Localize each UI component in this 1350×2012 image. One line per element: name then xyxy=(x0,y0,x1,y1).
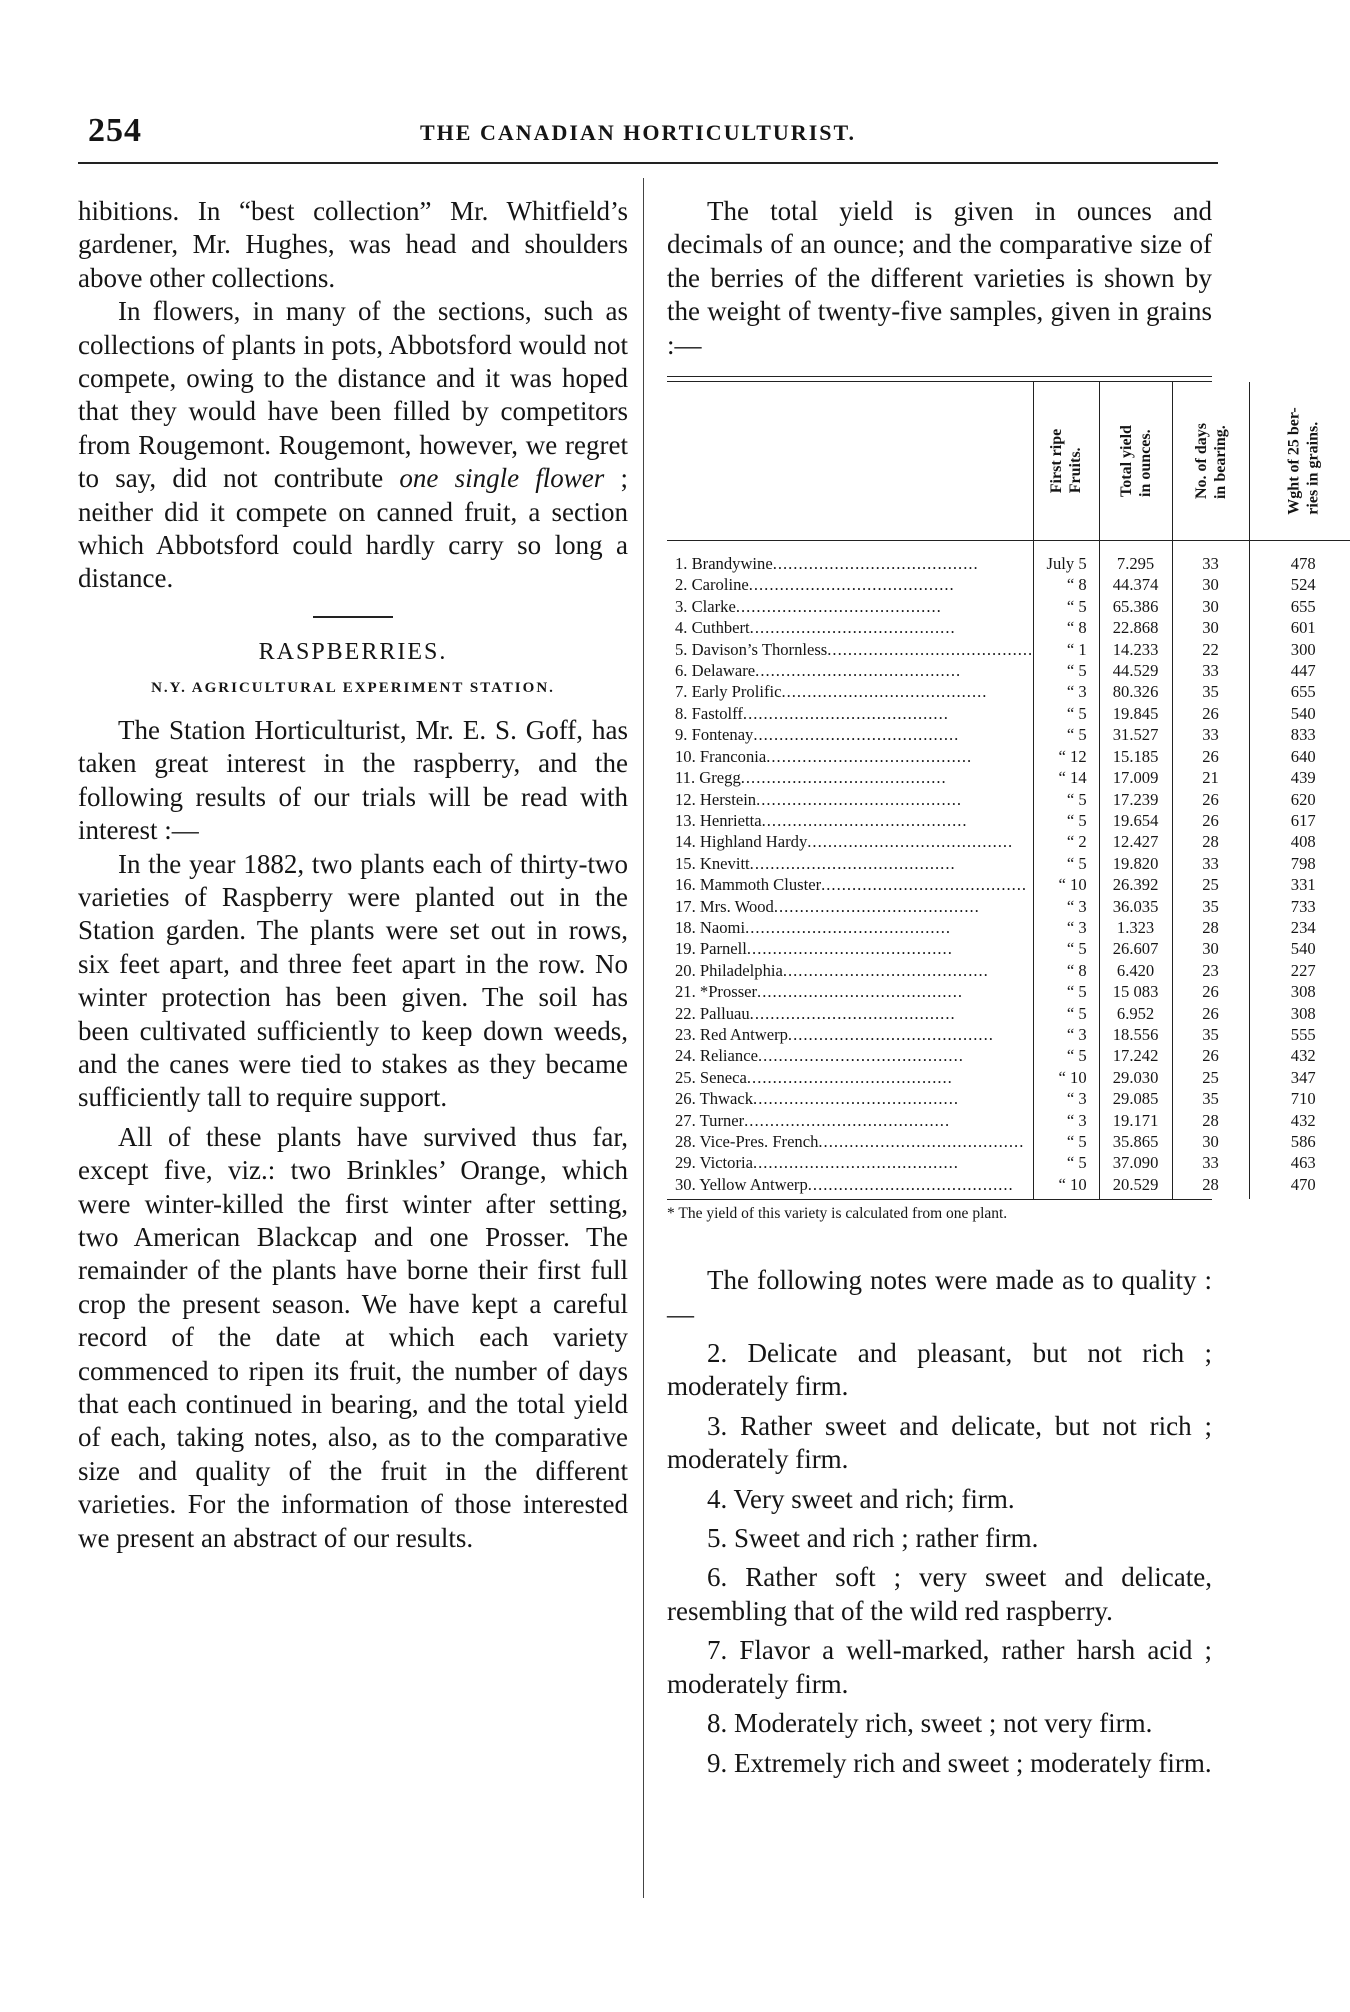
table-row xyxy=(667,617,1350,638)
table-row xyxy=(667,1067,1350,1088)
weight-cell: 432 xyxy=(1249,1110,1350,1131)
quality-note: 2. Delicate and pleasant, but not rich ; moderately firm. xyxy=(667,1338,1212,1402)
days-cell: 33 xyxy=(1172,660,1249,681)
table-row xyxy=(667,853,1350,874)
variety-name: 8. Fastolff ........................................ xyxy=(675,703,949,723)
table-row xyxy=(667,1152,1350,1173)
total-yield-cell: 65.386 xyxy=(1099,596,1172,617)
days-cell: 26 xyxy=(1172,789,1249,810)
table-row xyxy=(667,703,1350,724)
variety-name: 6. Delaware ........................................ xyxy=(675,661,962,681)
quality-note: 9. Extremely rich and sweet ; moderately firm. xyxy=(707,1747,1212,1778)
variety-name: 29. Victoria ........................................ xyxy=(675,1153,959,1173)
weight-cell: 601 xyxy=(1249,617,1350,638)
first-ripe-cell: “ 5 xyxy=(1034,1003,1099,1024)
variety-name: 3. Clarke ........................................ xyxy=(675,596,942,616)
total-yield-cell: 18.556 xyxy=(1099,1024,1172,1045)
first-ripe-cell: “ 5 xyxy=(1034,1152,1099,1173)
weight-cell: 308 xyxy=(1249,1003,1350,1024)
first-ripe-cell: “ 8 xyxy=(1034,574,1099,595)
total-yield-cell: 31.527 xyxy=(1099,724,1172,745)
paragraph-results: All of these plants have survived thus far, except five, viz.: two Brinkles’ Orange, which were winter-killed the first winter after setting, two American Blackcap and one Prosser. The remainder of the plants have borne their first full crop the present season. We have kept a careful record of the date at which each variety commenced to ripen its fruit, the number of days that each continued in bearing, and the total yield of each, taking notes, also, as to the comparative size and quality of the fruit in the different varieties. For the information of those interested we present an abstract of our results. xyxy=(78,1121,628,1553)
days-cell: 26 xyxy=(1172,1045,1249,1066)
weight-cell: 432 xyxy=(1249,1045,1350,1066)
weight-cell: 798 xyxy=(1249,853,1350,874)
notes-list xyxy=(667,1337,1212,1780)
first-ripe-cell: “ 10 xyxy=(1034,1174,1099,1199)
header-weight-line-1: Wght of 25 ber- xyxy=(1285,407,1303,515)
first-ripe-cell: “ 8 xyxy=(1034,617,1099,638)
paragraph-flowers-italic: one single flower xyxy=(399,463,605,494)
weight-cell: 470 xyxy=(1249,1174,1350,1199)
table-row xyxy=(667,1131,1350,1152)
total-yield-cell: 22.868 xyxy=(1099,617,1172,638)
paragraph-flowers-end: ; neither did it compete on canned fruit, a section which Abbotsford could hardly carry so long a distance. xyxy=(78,463,628,594)
first-ripe-cell: “ 5 xyxy=(1034,1045,1099,1066)
variety-name: 2. Caroline ........................................ xyxy=(675,575,955,595)
variety-name: 13. Henrietta ........................................ xyxy=(675,810,968,830)
days-cell: 26 xyxy=(1172,746,1249,767)
weight-cell: 463 xyxy=(1249,1152,1350,1173)
days-cell: 28 xyxy=(1172,1174,1249,1199)
table-row xyxy=(667,767,1350,788)
days-cell: 30 xyxy=(1172,596,1249,617)
header-days-line-2: in bearing. xyxy=(1211,425,1229,500)
variety-name: 17. Mrs. Wood ........................................ xyxy=(675,896,980,916)
variety-name: 10. Franconia ........................................ xyxy=(675,746,973,766)
variety-name: 16. Mammoth Cluster ........................................ xyxy=(675,875,1028,895)
weight-cell: 408 xyxy=(1249,831,1350,852)
header-days-line-1: No. of days xyxy=(1192,423,1210,500)
first-ripe-cell: “ 5 xyxy=(1034,660,1099,681)
days-cell: 25 xyxy=(1172,874,1249,895)
days-cell: 22 xyxy=(1172,639,1249,660)
first-ripe-cell: “ 3 xyxy=(1034,681,1099,702)
first-ripe-cell: “ 3 xyxy=(1034,1110,1099,1131)
total-yield-cell: 19.845 xyxy=(1099,703,1172,724)
variety-name: 12. Herstein ........................................ xyxy=(675,789,963,809)
days-cell: 30 xyxy=(1172,938,1249,959)
days-cell: 35 xyxy=(1172,681,1249,702)
weight-cell: 234 xyxy=(1249,917,1350,938)
section-title: RASPBERRIES. xyxy=(258,638,448,665)
variety-name: 20. Philadelphia ........................................ xyxy=(675,960,989,980)
table-footnote: * The yield of this variety is calculated from one plant. xyxy=(667,1205,1008,1223)
total-yield-cell: 6.420 xyxy=(1099,960,1172,981)
total-yield-cell: 7.295 xyxy=(1099,541,1172,575)
first-ripe-cell: “ 10 xyxy=(1034,1067,1099,1088)
header-first-ripe-line-1: First ripe xyxy=(1048,428,1066,494)
section-divider xyxy=(313,616,393,618)
table-row xyxy=(667,1110,1350,1131)
table-row xyxy=(667,681,1350,702)
weight-cell: 655 xyxy=(1249,681,1350,702)
total-yield-cell: 15 083 xyxy=(1099,981,1172,1002)
weight-cell: 524 xyxy=(1249,574,1350,595)
table-row xyxy=(667,831,1350,852)
quality-note: 4. Very sweet and rich; firm. xyxy=(707,1483,1015,1514)
weight-cell: 617 xyxy=(1249,810,1350,831)
variety-name: 28. Vice-Pres. French ........................................ xyxy=(675,1132,1025,1151)
weight-cell: 331 xyxy=(1249,874,1350,895)
variety-name: 18. Naomi ........................................ xyxy=(675,917,951,937)
first-ripe-cell: “ 3 xyxy=(1034,1024,1099,1045)
table-header-row xyxy=(667,382,1350,541)
variety-name: 7. Early Prolific ........................................ xyxy=(675,682,988,702)
total-yield-cell: 26.607 xyxy=(1099,938,1172,959)
table-row xyxy=(667,596,1350,617)
variety-name: 27. Turner ........................................ xyxy=(675,1110,951,1130)
days-cell: 28 xyxy=(1172,917,1249,938)
table-row xyxy=(667,981,1350,1002)
table-bottom-rule xyxy=(667,1199,1212,1200)
weight-cell: 710 xyxy=(1249,1088,1350,1109)
days-cell: 26 xyxy=(1172,1003,1249,1024)
table-row xyxy=(667,574,1350,595)
table-row xyxy=(667,810,1350,831)
variety-name: 5. Davison’s Thornless ........................................ xyxy=(675,639,1034,659)
days-cell: 35 xyxy=(1172,1088,1249,1109)
first-ripe-cell: “ 5 xyxy=(1034,789,1099,810)
first-ripe-cell: “ 1 xyxy=(1034,639,1099,660)
header-rule xyxy=(78,162,1218,164)
first-ripe-cell: July 5 xyxy=(1034,541,1099,575)
total-yield-cell: 6.952 xyxy=(1099,1003,1172,1024)
table-row xyxy=(667,896,1350,917)
first-ripe-cell: “ 5 xyxy=(1034,810,1099,831)
weight-cell: 620 xyxy=(1249,789,1350,810)
total-yield-cell: 44.529 xyxy=(1099,660,1172,681)
total-yield-cell: 1.323 xyxy=(1099,917,1172,938)
first-ripe-cell: “ 2 xyxy=(1034,831,1099,852)
total-yield-cell: 17.009 xyxy=(1099,767,1172,788)
total-yield-cell: 19.654 xyxy=(1099,810,1172,831)
variety-name: 22. Palluau ........................................ xyxy=(675,1003,956,1023)
total-yield-cell: 15.185 xyxy=(1099,746,1172,767)
table-row xyxy=(667,660,1350,681)
first-ripe-cell: “ 5 xyxy=(1034,724,1099,745)
days-cell: 35 xyxy=(1172,1024,1249,1045)
variety-name: 15. Knevitt ........................................ xyxy=(675,853,956,873)
weight-cell: 227 xyxy=(1249,960,1350,981)
header-days-bearing xyxy=(1172,382,1249,541)
weight-cell: 555 xyxy=(1249,1024,1350,1045)
total-yield-cell: 36.035 xyxy=(1099,896,1172,917)
table-row xyxy=(667,1045,1350,1066)
weight-cell: 733 xyxy=(1249,896,1350,917)
yield-table xyxy=(667,382,1350,1199)
variety-name: 26. Thwack ........................................ xyxy=(675,1089,959,1109)
total-yield-cell: 19.171 xyxy=(1099,1110,1172,1131)
total-yield-cell: 12.427 xyxy=(1099,831,1172,852)
days-cell: 28 xyxy=(1172,831,1249,852)
total-yield-cell: 26.392 xyxy=(1099,874,1172,895)
yield-table-block xyxy=(667,376,1322,1224)
table-row xyxy=(667,541,1350,575)
table-row xyxy=(667,746,1350,767)
days-cell: 33 xyxy=(1172,541,1249,575)
days-cell: 30 xyxy=(1172,617,1249,638)
weight-cell: 447 xyxy=(1249,660,1350,681)
quality-note: 3. Rather sweet and delicate, but not rich ; moderately firm. xyxy=(667,1410,1212,1475)
variety-name: 19. Parnell ........................................ xyxy=(675,939,953,959)
weight-cell: 540 xyxy=(1249,938,1350,959)
first-ripe-cell: “ 14 xyxy=(1034,767,1099,788)
days-cell: 26 xyxy=(1172,703,1249,724)
left-column xyxy=(78,195,628,1555)
header-weight xyxy=(1249,382,1350,541)
paragraph-station: The Station Horticulturist, Mr. E. S. Goff, has taken great interest in the raspberry, and the following results of our trials will be read with interest :— xyxy=(78,714,628,846)
weight-cell: 478 xyxy=(1249,541,1350,575)
weight-cell: 640 xyxy=(1249,746,1350,767)
weight-cell: 833 xyxy=(1249,724,1350,745)
paragraph-planting: In the year 1882, two plants each of thirty-two varieties of Raspberry were planted out in the Station garden. The plants were set out in rows, six feet apart, and three feet apart in the row. No winter protection has been given. The soil has been cultivated sufficiently to keep down weeds, and the canes were tied to stakes as they became sufficiently tall to require support. xyxy=(78,848,628,1113)
table-row xyxy=(667,1003,1350,1024)
header-total-yield-line-1: Total yield xyxy=(1117,425,1135,497)
total-yield-cell: 20.529 xyxy=(1099,1174,1172,1199)
paragraph-flowers xyxy=(78,295,628,596)
days-cell: 28 xyxy=(1172,1110,1249,1131)
days-cell: 33 xyxy=(1172,724,1249,745)
variety-name: 25. Seneca ........................................ xyxy=(675,1067,953,1087)
table-body xyxy=(667,541,1350,1200)
days-cell: 25 xyxy=(1172,1067,1249,1088)
table-row xyxy=(667,938,1350,959)
weight-cell: 540 xyxy=(1249,703,1350,724)
table-row xyxy=(667,874,1350,895)
page-header xyxy=(88,112,1218,152)
total-yield-cell: 17.242 xyxy=(1099,1045,1172,1066)
first-ripe-cell: “ 8 xyxy=(1034,960,1099,981)
table-row xyxy=(667,960,1350,981)
table-row xyxy=(667,917,1350,938)
weight-cell: 586 xyxy=(1249,1131,1350,1152)
variety-name: 9. Fontenay ........................................ xyxy=(675,725,960,745)
quality-note: 5. Sweet and rich ; rather firm. xyxy=(707,1523,1039,1554)
paragraph-yield-intro: The total yield is given in ounces and decimals of an ounce; and the comparative size of the berries of the different varieties is shown by the weight of twenty-five samples, given in grains :— xyxy=(667,196,1212,360)
table-row xyxy=(667,1024,1350,1045)
paragraph-continued: hibitions. In “best collection” Mr. Whitfield’s gardener, Mr. Hughes, was head and shoulders above other collections. xyxy=(78,196,628,293)
days-cell: 26 xyxy=(1172,981,1249,1002)
first-ripe-cell: “ 12 xyxy=(1034,746,1099,767)
variety-name: 23. Red Antwerp ........................................ xyxy=(675,1024,994,1044)
total-yield-cell: 37.090 xyxy=(1099,1152,1172,1173)
quality-note: 8. Moderately rich, sweet ; not very firm. xyxy=(707,1708,1153,1739)
running-title: THE CANADIAN HORTICULTURIST. xyxy=(420,120,857,145)
column-divider xyxy=(643,178,644,1898)
quality-notes xyxy=(667,1264,1212,1780)
first-ripe-cell: “ 5 xyxy=(1034,596,1099,617)
days-cell: 33 xyxy=(1172,853,1249,874)
header-first-ripe-line-2: Fruits. xyxy=(1067,447,1085,494)
quality-note: 7. Flavor a well-marked, rather harsh acid ; moderately firm. xyxy=(667,1635,1212,1699)
first-ripe-cell: “ 3 xyxy=(1034,1088,1099,1109)
header-variety xyxy=(667,382,1034,541)
table-row xyxy=(667,1174,1350,1199)
days-cell: 30 xyxy=(1172,574,1249,595)
weight-cell: 439 xyxy=(1249,767,1350,788)
total-yield-cell: 80.326 xyxy=(1099,681,1172,702)
total-yield-cell: 19.820 xyxy=(1099,853,1172,874)
total-yield-cell: 44.374 xyxy=(1099,574,1172,595)
first-ripe-cell: “ 5 xyxy=(1034,938,1099,959)
weight-cell: 347 xyxy=(1249,1067,1350,1088)
variety-name: 11. Gregg ........................................ xyxy=(675,768,947,788)
first-ripe-cell: “ 3 xyxy=(1034,917,1099,938)
first-ripe-cell: “ 10 xyxy=(1034,874,1099,895)
first-ripe-cell: “ 3 xyxy=(1034,896,1099,917)
header-first-ripe xyxy=(1034,382,1099,541)
days-cell: 21 xyxy=(1172,767,1249,788)
header-total-yield xyxy=(1099,382,1172,541)
first-ripe-cell: “ 5 xyxy=(1034,981,1099,1002)
variety-name: 24. Reliance ........................................ xyxy=(675,1046,964,1066)
total-yield-cell: 14.233 xyxy=(1099,639,1172,660)
days-cell: 33 xyxy=(1172,1152,1249,1173)
variety-name: 21. *Prosser ........................................ xyxy=(675,982,963,1002)
variety-name: 14. Highland Hardy ........................................ xyxy=(675,832,1014,852)
first-ripe-cell: “ 5 xyxy=(1034,1131,1099,1152)
header-weight-line-2: ries in grains. xyxy=(1304,421,1322,515)
days-cell: 23 xyxy=(1172,960,1249,981)
weight-cell: 308 xyxy=(1249,981,1350,1002)
first-ripe-cell: “ 5 xyxy=(1034,703,1099,724)
variety-name: 30. Yellow Antwerp ........................................ xyxy=(675,1174,1014,1194)
subsection-title: N.Y. AGRICULTURAL EXPERIMENT STATION. xyxy=(151,679,555,696)
header-total-yield-line-2: in ounces. xyxy=(1136,429,1154,497)
notes-intro: The following notes were made as to quality :— xyxy=(667,1265,1212,1329)
right-column xyxy=(667,195,1322,1786)
table-row xyxy=(667,1088,1350,1109)
total-yield-cell: 17.239 xyxy=(1099,789,1172,810)
weight-cell: 655 xyxy=(1249,596,1350,617)
table-row xyxy=(667,724,1350,745)
quality-note: 6. Rather soft ; very sweet and delicate, resembling that of the wild red raspberry. xyxy=(667,1562,1212,1626)
variety-name: 1. Brandywine ........................................ xyxy=(675,554,979,574)
table-row xyxy=(667,789,1350,810)
variety-name: 4. Cuthbert ........................................ xyxy=(675,618,956,638)
total-yield-cell: 35.865 xyxy=(1099,1131,1172,1152)
page-number: 254 xyxy=(88,112,142,149)
total-yield-cell: 29.085 xyxy=(1099,1088,1172,1109)
paragraph-flowers-start: In flowers, in many of the sections, such as collections of plants in pots, Abbotsford would not compete, owing to the distance and it was hoped that they would have been filled by competitors from Rougemont. Rougemont, however, we regret to say, did not contribute xyxy=(78,296,628,494)
days-cell: 26 xyxy=(1172,810,1249,831)
table-row xyxy=(667,639,1350,660)
days-cell: 35 xyxy=(1172,896,1249,917)
total-yield-cell: 29.030 xyxy=(1099,1067,1172,1088)
weight-cell: 300 xyxy=(1249,639,1350,660)
first-ripe-cell: “ 5 xyxy=(1034,853,1099,874)
days-cell: 30 xyxy=(1172,1131,1249,1152)
